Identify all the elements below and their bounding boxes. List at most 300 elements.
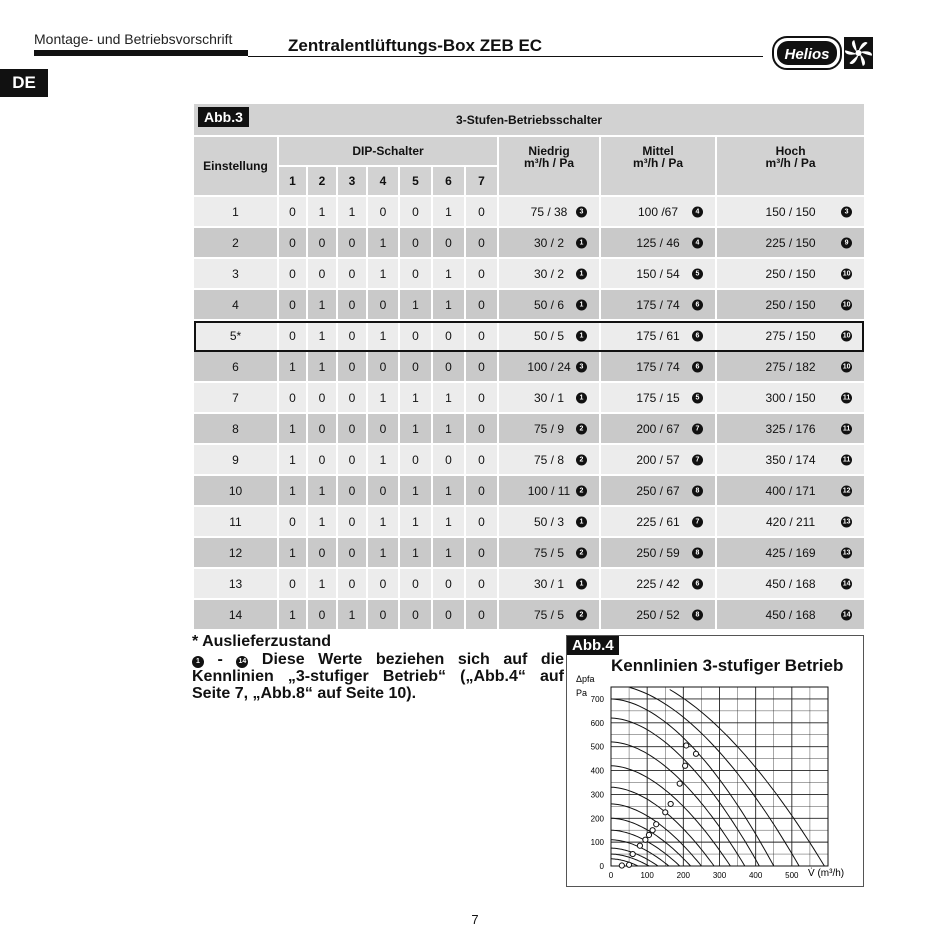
cell-einstellung: 13 bbox=[194, 569, 278, 598]
cell-einstellung: 8 bbox=[194, 414, 278, 443]
curve-marker-icon: 8 bbox=[692, 547, 703, 558]
operating-point bbox=[643, 837, 648, 842]
cell-einstellung: 2 bbox=[194, 228, 278, 257]
cell-dip-7: 0 bbox=[465, 383, 498, 412]
cell-niedrig bbox=[498, 290, 600, 319]
curve-marker-icon: 1 bbox=[576, 392, 587, 403]
cell-dip-2: 0 bbox=[307, 445, 337, 474]
cell-dip-3: 0 bbox=[337, 445, 367, 474]
y-tick-label: 300 bbox=[590, 790, 604, 800]
curve-marker-icon: 14 bbox=[842, 580, 851, 587]
curve-marker-icon: 11 bbox=[842, 425, 851, 432]
cell-hoch-value: 450 / 168 bbox=[765, 607, 816, 622]
operating-point bbox=[677, 781, 682, 786]
cell-dip-7: 0 bbox=[465, 476, 498, 505]
cell-dip-1: 0 bbox=[278, 321, 307, 350]
operating-point bbox=[619, 863, 624, 868]
operating-point bbox=[668, 801, 673, 806]
cell-dip-2: 0 bbox=[307, 538, 337, 567]
cell-einstellung: 6 bbox=[194, 352, 278, 381]
cell-niedrig-value: 30 / 1 bbox=[533, 576, 565, 591]
cell-mittel bbox=[600, 352, 716, 381]
table-row bbox=[194, 352, 864, 381]
cell-einstellung: 7 bbox=[194, 383, 278, 412]
cell-dip-4: 0 bbox=[367, 197, 399, 226]
cell-hoch bbox=[716, 383, 864, 412]
cell-dip-4: 1 bbox=[367, 228, 399, 257]
cell-hoch-value: 350 / 174 bbox=[765, 452, 816, 467]
cell-dip-6: 0 bbox=[432, 228, 465, 257]
curve-marker-icon: 12 bbox=[842, 487, 851, 494]
cell-niedrig bbox=[498, 228, 600, 257]
marker-icon-to: 14 bbox=[236, 656, 248, 668]
cell-hoch bbox=[716, 352, 864, 381]
cell-dip-7: 0 bbox=[465, 259, 498, 288]
table-row bbox=[194, 569, 864, 598]
table-title: 3-Stufen-Betriebsschalter bbox=[456, 112, 603, 127]
cell-dip-4: 0 bbox=[367, 569, 399, 598]
y-tick-label: 500 bbox=[590, 742, 604, 752]
logo-text: Helios bbox=[784, 46, 830, 63]
cell-einstellung: 1 bbox=[194, 197, 278, 226]
cell-dip-2: 1 bbox=[307, 352, 337, 381]
cell-dip-4: 1 bbox=[367, 259, 399, 288]
cell-mittel bbox=[600, 290, 716, 319]
cell-dip-6: 0 bbox=[432, 569, 465, 598]
cell-dip-1: 0 bbox=[278, 197, 307, 226]
cell-dip-3: 0 bbox=[337, 383, 367, 412]
cell-mittel-value: 175 / 74 bbox=[636, 297, 680, 312]
curve-marker-icon: 2 bbox=[576, 423, 587, 434]
cell-mittel-value: 200 / 67 bbox=[636, 421, 680, 436]
footnote-dash: - bbox=[217, 651, 223, 668]
cell-dip-6: 0 bbox=[432, 321, 465, 350]
curve-marker-icon: 14 bbox=[842, 611, 851, 618]
cell-mittel-value: 125 / 46 bbox=[636, 235, 680, 250]
cell-hoch bbox=[716, 445, 864, 474]
cell-hoch bbox=[716, 569, 864, 598]
cell-dip-3: 0 bbox=[337, 569, 367, 598]
cell-einstellung: 5* bbox=[194, 321, 278, 350]
cell-hoch bbox=[716, 197, 864, 226]
curve-marker-icon: 1 bbox=[576, 268, 587, 279]
cell-mittel-value: 100 /67 bbox=[637, 204, 679, 219]
cell-mittel-value: 250 / 59 bbox=[636, 545, 680, 560]
curve-marker-icon: 9 bbox=[841, 237, 852, 248]
cell-dip-6: 0 bbox=[432, 600, 465, 629]
table-figure-label: Abb.3 bbox=[198, 107, 249, 127]
cell-hoch-value: 275 / 150 bbox=[765, 328, 816, 343]
col-hoch bbox=[716, 137, 864, 195]
cell-einstellung: 4 bbox=[194, 290, 278, 319]
operating-point bbox=[630, 851, 635, 856]
language-tab: DE bbox=[0, 69, 48, 97]
cell-niedrig-value: 50 / 3 bbox=[533, 514, 565, 529]
curve-marker-icon: 4 bbox=[692, 237, 703, 248]
cell-mittel bbox=[600, 569, 716, 598]
col-mittel-unit: m³/h / Pa bbox=[632, 156, 683, 170]
cell-dip-1: 1 bbox=[278, 414, 307, 443]
cell-hoch bbox=[716, 538, 864, 567]
dip-number-5: 5 bbox=[399, 166, 432, 195]
cell-dip-5: 1 bbox=[399, 290, 432, 319]
header-bar bbox=[34, 50, 248, 56]
cell-dip-6: 1 bbox=[432, 197, 465, 226]
curve-marker-icon: 6 bbox=[692, 578, 703, 589]
cell-hoch-value: 450 / 168 bbox=[765, 576, 816, 591]
cell-niedrig-value: 75 / 8 bbox=[533, 452, 565, 467]
cell-dip-1: 0 bbox=[278, 507, 307, 536]
y-axis-unit: Pa bbox=[576, 688, 588, 698]
cell-hoch bbox=[716, 228, 864, 257]
table-row bbox=[194, 600, 864, 629]
cell-niedrig-value: 75 / 5 bbox=[533, 607, 565, 622]
curve-marker-icon: 6 bbox=[692, 299, 703, 310]
y-tick-label: 600 bbox=[590, 718, 604, 728]
cell-dip-7: 0 bbox=[465, 507, 498, 536]
cell-dip-4: 1 bbox=[367, 507, 399, 536]
cell-dip-1: 0 bbox=[278, 383, 307, 412]
cell-mittel bbox=[600, 228, 716, 257]
cell-mittel bbox=[600, 259, 716, 288]
operating-point bbox=[663, 810, 668, 815]
cell-dip-5: 1 bbox=[399, 538, 432, 567]
fan-curve bbox=[611, 848, 658, 866]
cell-dip-1: 0 bbox=[278, 259, 307, 288]
cell-niedrig-value: 30 / 1 bbox=[533, 390, 565, 405]
table-row bbox=[194, 445, 864, 474]
cell-hoch bbox=[716, 290, 864, 319]
curve-marker-icon: 3 bbox=[841, 206, 852, 217]
dip-number-1: 1 bbox=[278, 166, 307, 195]
cell-einstellung: 14 bbox=[194, 600, 278, 629]
curve-marker-icon: 10 bbox=[842, 301, 851, 308]
cell-dip-3: 0 bbox=[337, 290, 367, 319]
cell-niedrig bbox=[498, 538, 600, 567]
cell-niedrig bbox=[498, 197, 600, 226]
cell-dip-7: 0 bbox=[465, 228, 498, 257]
cell-dip-3: 0 bbox=[337, 259, 367, 288]
table-row bbox=[194, 228, 864, 257]
cell-hoch bbox=[716, 507, 864, 536]
cell-niedrig bbox=[498, 259, 600, 288]
table-row bbox=[194, 383, 864, 412]
cell-dip-4: 0 bbox=[367, 600, 399, 629]
x-tick-label: 100 bbox=[640, 871, 654, 880]
cell-dip-4: 0 bbox=[367, 476, 399, 505]
cell-dip-1: 1 bbox=[278, 476, 307, 505]
curve-marker-icon: 6 bbox=[692, 361, 703, 372]
cell-dip-2: 0 bbox=[307, 600, 337, 629]
curve-marker-icon: 11 bbox=[842, 394, 851, 401]
figure-label: Abb.4 bbox=[567, 636, 619, 655]
curve-marker-icon: 2 bbox=[576, 485, 587, 496]
cell-dip-2: 0 bbox=[307, 383, 337, 412]
cell-dip-5: 0 bbox=[399, 569, 432, 598]
cell-dip-7: 0 bbox=[465, 197, 498, 226]
operating-point bbox=[650, 828, 655, 833]
cell-einstellung: 10 bbox=[194, 476, 278, 505]
col-mittel-label: Mittel bbox=[642, 144, 674, 158]
cell-mittel bbox=[600, 383, 716, 412]
cell-dip-3: 1 bbox=[337, 600, 367, 629]
curve-marker-icon: 13 bbox=[842, 518, 851, 525]
curve-marker-icon: 6 bbox=[692, 330, 703, 341]
cell-dip-1: 0 bbox=[278, 228, 307, 257]
cell-dip-2: 1 bbox=[307, 569, 337, 598]
cell-niedrig bbox=[498, 414, 600, 443]
cell-dip-7: 0 bbox=[465, 414, 498, 443]
col-hoch-unit: m³/h / Pa bbox=[765, 156, 816, 170]
footnote-body: Diese Werte beziehen sich auf die Kennlinien „3-stufiger Betrieb“ („Abb.4“ auf Seite 7, „Abb.8“ auf Seite 10). bbox=[192, 651, 564, 702]
cell-mittel bbox=[600, 507, 716, 536]
marker-icon-from: 1 bbox=[192, 656, 204, 668]
cell-dip-2: 0 bbox=[307, 259, 337, 288]
cell-dip-7: 0 bbox=[465, 352, 498, 381]
curve-marker-icon: 7 bbox=[692, 454, 703, 465]
cell-dip-1: 1 bbox=[278, 445, 307, 474]
cell-dip-1: 1 bbox=[278, 600, 307, 629]
cell-dip-2: 1 bbox=[307, 290, 337, 319]
cell-dip-7: 0 bbox=[465, 569, 498, 598]
cell-hoch-value: 225 / 150 bbox=[765, 235, 816, 250]
curve-marker-icon: 10 bbox=[842, 332, 851, 339]
cell-dip-4: 1 bbox=[367, 321, 399, 350]
curve-marker-icon: 3 bbox=[576, 206, 587, 217]
table-row bbox=[194, 476, 864, 505]
cell-mittel-value: 200 / 57 bbox=[636, 452, 680, 467]
characteristic-chart bbox=[566, 672, 864, 884]
cell-hoch-value: 420 / 211 bbox=[765, 514, 816, 529]
cell-dip-6: 1 bbox=[432, 507, 465, 536]
fan-curve bbox=[611, 830, 680, 866]
footnote-text bbox=[192, 651, 564, 702]
operating-point bbox=[684, 743, 689, 748]
cell-niedrig-value: 100 / 11 bbox=[527, 483, 571, 498]
cell-dip-5: 1 bbox=[399, 476, 432, 505]
page-number: 7 bbox=[471, 912, 479, 927]
cell-dip-2: 1 bbox=[307, 321, 337, 350]
figure-title: Kennlinien 3-stufiger Betrieb bbox=[611, 656, 844, 675]
cell-hoch-value: 275 / 182 bbox=[765, 359, 816, 374]
cell-hoch bbox=[716, 414, 864, 443]
cell-dip-7: 0 bbox=[465, 445, 498, 474]
cell-mittel-value: 150 / 54 bbox=[636, 266, 680, 281]
cell-einstellung: 3 bbox=[194, 259, 278, 288]
dip-switch-table bbox=[194, 104, 864, 629]
cell-hoch-value: 325 / 176 bbox=[765, 421, 816, 436]
cell-niedrig bbox=[498, 352, 600, 381]
default-setting-highlight bbox=[194, 321, 864, 352]
cell-mittel bbox=[600, 476, 716, 505]
curve-marker-icon: 1 bbox=[576, 578, 587, 589]
operating-point bbox=[654, 822, 659, 827]
cell-dip-7: 0 bbox=[465, 321, 498, 350]
cell-einstellung: 9 bbox=[194, 445, 278, 474]
document-type: Montage- und Betriebsvorschrift bbox=[34, 31, 233, 47]
table-row bbox=[194, 259, 864, 288]
curve-marker-icon: 3 bbox=[576, 361, 587, 372]
cell-mittel-value: 225 / 42 bbox=[636, 576, 680, 591]
cell-niedrig bbox=[498, 476, 600, 505]
cell-dip-7: 0 bbox=[465, 290, 498, 319]
cell-niedrig-value: 75 / 9 bbox=[533, 421, 565, 436]
y-tick-label: 0 bbox=[599, 862, 604, 871]
curve-marker-icon: 7 bbox=[692, 516, 703, 527]
cell-niedrig bbox=[498, 507, 600, 536]
cell-niedrig-value: 75 / 5 bbox=[533, 545, 565, 560]
curve-marker-icon: 1 bbox=[576, 237, 587, 248]
curve-marker-icon: 8 bbox=[692, 485, 703, 496]
cell-niedrig-value: 50 / 5 bbox=[533, 328, 565, 343]
cell-dip-6: 1 bbox=[432, 538, 465, 567]
cell-einstellung: 11 bbox=[194, 507, 278, 536]
cell-dip-2: 0 bbox=[307, 228, 337, 257]
y-tick-label: 200 bbox=[590, 814, 604, 824]
operating-point bbox=[637, 843, 642, 848]
table-row bbox=[194, 507, 864, 536]
cell-dip-6: 0 bbox=[432, 445, 465, 474]
y-tick-label: 100 bbox=[590, 838, 604, 848]
cell-niedrig-value: 30 / 2 bbox=[533, 266, 565, 281]
curve-marker-icon: 11 bbox=[842, 456, 851, 463]
operating-point bbox=[646, 832, 651, 837]
col-niedrig-label: Niedrig bbox=[528, 144, 570, 158]
cell-dip-4: 0 bbox=[367, 414, 399, 443]
cell-niedrig-value: 30 / 2 bbox=[533, 235, 565, 250]
cell-dip-5: 0 bbox=[399, 445, 432, 474]
cell-mittel bbox=[600, 600, 716, 629]
table-row bbox=[194, 290, 864, 319]
dip-number-7: 7 bbox=[465, 166, 498, 195]
cell-dip-6: 0 bbox=[432, 352, 465, 381]
cell-hoch-value: 250 / 150 bbox=[765, 297, 816, 312]
col-hoch-label: Hoch bbox=[775, 144, 806, 158]
col-mittel bbox=[600, 137, 716, 195]
cell-hoch-value: 425 / 169 bbox=[765, 545, 816, 560]
dip-number-3: 3 bbox=[337, 166, 367, 195]
cell-dip-2: 0 bbox=[307, 414, 337, 443]
cell-dip-5: 1 bbox=[399, 383, 432, 412]
y-axis-symbol: Δpfa bbox=[576, 674, 595, 684]
dip-number-4: 4 bbox=[367, 166, 399, 195]
cell-dip-3: 0 bbox=[337, 321, 367, 350]
x-tick-label: 200 bbox=[676, 871, 691, 880]
cell-niedrig bbox=[498, 600, 600, 629]
cell-mittel bbox=[600, 197, 716, 226]
cell-hoch-value: 250 / 150 bbox=[765, 266, 816, 281]
cell-dip-7: 0 bbox=[465, 538, 498, 567]
curve-marker-icon: 1 bbox=[576, 330, 587, 341]
cell-dip-5: 0 bbox=[399, 352, 432, 381]
cell-dip-3: 0 bbox=[337, 507, 367, 536]
curve-marker-icon: 1 bbox=[576, 299, 587, 310]
cell-niedrig bbox=[498, 383, 600, 412]
curve-marker-icon: 4 bbox=[692, 206, 703, 217]
cell-dip-4: 0 bbox=[367, 290, 399, 319]
table-row bbox=[194, 414, 864, 443]
curve-marker-icon: 1 bbox=[576, 516, 587, 527]
curve-marker-icon: 2 bbox=[576, 609, 587, 620]
cell-dip-5: 1 bbox=[399, 507, 432, 536]
curve-marker-icon: 10 bbox=[842, 363, 851, 370]
col-dip-schalter: DIP-Schalter bbox=[278, 137, 498, 166]
cell-niedrig-value: 100 / 24 bbox=[527, 359, 571, 374]
fan-curve bbox=[611, 742, 745, 866]
cell-dip-2: 1 bbox=[307, 476, 337, 505]
cell-niedrig-value: 50 / 6 bbox=[533, 297, 565, 312]
cell-hoch bbox=[716, 600, 864, 629]
x-tick-label: 300 bbox=[712, 871, 727, 880]
cell-dip-3: 0 bbox=[337, 352, 367, 381]
cell-hoch-value: 150 / 150 bbox=[765, 204, 816, 219]
cell-dip-4: 1 bbox=[367, 383, 399, 412]
cell-dip-4: 0 bbox=[367, 352, 399, 381]
cell-einstellung: 12 bbox=[194, 538, 278, 567]
cell-mittel bbox=[600, 414, 716, 443]
cell-dip-3: 0 bbox=[337, 538, 367, 567]
cell-dip-1: 1 bbox=[278, 538, 307, 567]
cell-mittel-value: 175 / 74 bbox=[636, 359, 680, 374]
cell-mittel-value: 250 / 67 bbox=[636, 483, 680, 498]
curve-marker-icon: 5 bbox=[692, 268, 703, 279]
cell-niedrig bbox=[498, 569, 600, 598]
x-tick-label: 400 bbox=[748, 871, 763, 880]
cell-hoch-value: 400 / 171 bbox=[765, 483, 816, 498]
x-tick-label: 500 bbox=[785, 871, 799, 880]
y-tick-label: 400 bbox=[590, 766, 604, 776]
cell-hoch bbox=[716, 259, 864, 288]
cell-dip-5: 1 bbox=[399, 414, 432, 443]
helios-logo bbox=[772, 36, 874, 70]
cell-mittel-value: 175 / 61 bbox=[636, 328, 680, 343]
cell-dip-5: 0 bbox=[399, 600, 432, 629]
cell-dip-6: 1 bbox=[432, 414, 465, 443]
cell-dip-7: 0 bbox=[465, 600, 498, 629]
cell-dip-5: 0 bbox=[399, 197, 432, 226]
cell-mittel-value: 225 / 61 bbox=[636, 514, 680, 529]
cell-dip-5: 0 bbox=[399, 321, 432, 350]
cell-dip-3: 0 bbox=[337, 228, 367, 257]
cell-dip-1: 1 bbox=[278, 352, 307, 381]
table-row bbox=[194, 538, 864, 567]
x-axis-label: V̇ (m³/h) bbox=[808, 868, 845, 879]
cell-hoch-value: 300 / 150 bbox=[765, 390, 816, 405]
y-tick-label: 700 bbox=[590, 694, 604, 704]
cell-dip-4: 1 bbox=[367, 445, 399, 474]
footnote-delivery-state: * Auslieferzustand bbox=[192, 633, 331, 650]
cell-dip-5: 0 bbox=[399, 228, 432, 257]
cell-mittel-value: 250 / 52 bbox=[636, 607, 680, 622]
col-einstellung: Einstellung bbox=[194, 137, 278, 195]
cell-hoch bbox=[716, 476, 864, 505]
operating-point bbox=[693, 751, 698, 756]
dip-number-6: 6 bbox=[432, 166, 465, 195]
dip-number-2: 2 bbox=[307, 166, 337, 195]
cell-niedrig bbox=[498, 445, 600, 474]
cell-dip-6: 1 bbox=[432, 383, 465, 412]
curve-marker-icon: 7 bbox=[692, 423, 703, 434]
cell-dip-2: 1 bbox=[307, 197, 337, 226]
curve-marker-icon: 5 bbox=[692, 392, 703, 403]
cell-niedrig-value: 75 / 38 bbox=[530, 204, 568, 219]
cell-dip-6: 1 bbox=[432, 476, 465, 505]
operating-point bbox=[683, 763, 688, 768]
header-rule bbox=[248, 56, 763, 57]
cell-dip-3: 0 bbox=[337, 414, 367, 443]
cell-mittel bbox=[600, 445, 716, 474]
curve-marker-icon: 13 bbox=[842, 549, 851, 556]
